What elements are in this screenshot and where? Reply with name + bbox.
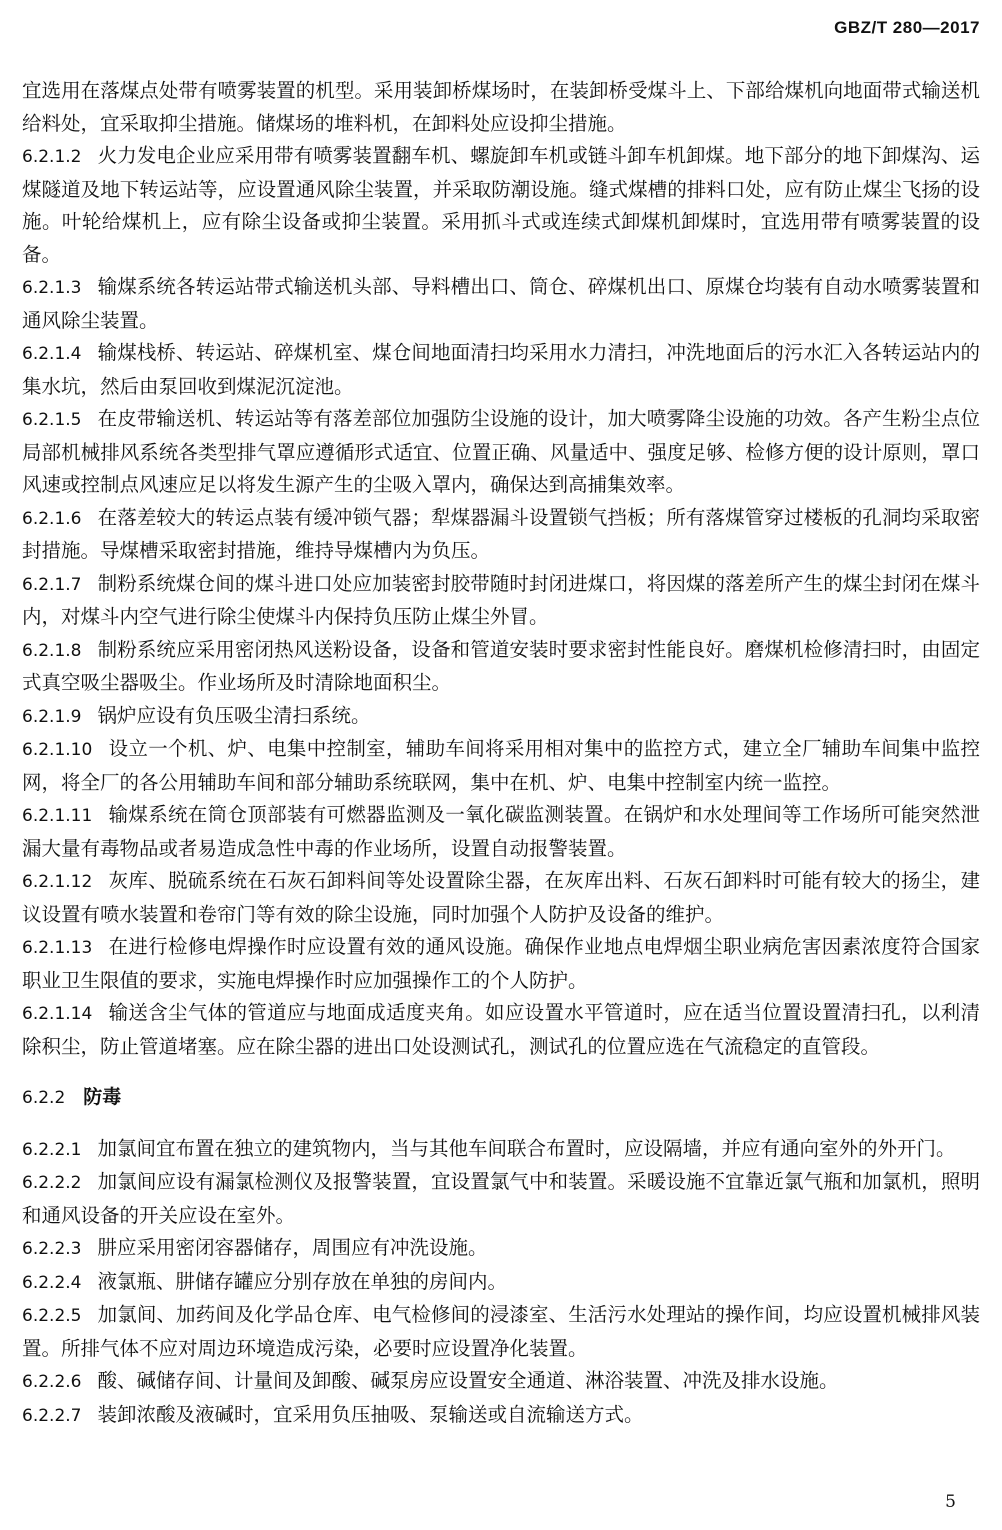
clause-paragraph [22, 799, 980, 865]
clause-text: 液氯瓶、肼储存罐应分别存放在单独的房间内。 [97, 1269, 507, 1293]
clause-paragraph [22, 1166, 980, 1232]
intro-paragraph: 宜选用在落煤点处带有喷雾装置的机型。采用装卸桥煤场时，在装卸桥受煤斗上、下部给煤机向地面带式输送机给料处，宜采取抑尘措施。储煤场的堆料机，在卸料处应设抑尘措施。 [22, 79, 980, 135]
clause-number: 6.2.1.6 [22, 508, 82, 529]
clause-text: 设立一个机、炉、电集中控制室，辅助车间将采用相对集中的监控方式，建立全厂辅助车间集中监控网，将全厂的各公用辅助车间和部分辅助系统联网，集中在机、炉、电集中控制室内统一监控。 [22, 737, 980, 794]
clause-text: 火力发电企业应采用带有喷雾装置翻车机、螺旋卸车机或链斗卸车机卸煤。地下部分的地下卸煤沟、运煤隧道及地下转运站等，应设置通风除尘装置，并采取防潮设施。缝式煤槽的排料口处，应有防止煤尘飞扬的设施。叶轮给煤机上，应有除尘设备或抑尘装置。采用抓斗式或连续式卸煤机卸煤时，宜选用带有喷雾装置的设备。 [22, 144, 980, 266]
clause-paragraph [22, 1365, 980, 1399]
clause-number: 6.2.2.4 [22, 1272, 82, 1293]
clause-text: 加氯间宜布置在独立的建筑物内，当与其他车间联合布置时，应设隔墙，并应有通向室外的外开门。 [97, 1136, 956, 1160]
clause-paragraph [22, 1133, 980, 1167]
clause-paragraph [22, 568, 980, 634]
clause-paragraph [22, 634, 980, 700]
clause-text: 锅炉应设有负压吸尘清扫系统。 [97, 703, 371, 727]
clause-number: 6.2.1.10 [22, 740, 93, 760]
clause-number: 6.2.1.4 [22, 344, 82, 364]
clause-number: 6.2.1.14 [22, 1004, 93, 1024]
clause-number: 6.2.1.12 [22, 872, 93, 892]
clause-text: 灰库、脱硫系统在石灰石卸料间等处设置除尘器，在灰库出料、石灰石卸料时可能有较大的扬尘，建议设置有喷水装置和卷帘门等有效的除尘设施，同时加强个人防护及设备的维护。 [22, 869, 980, 926]
section-number: 6.2.2 [22, 1088, 66, 1108]
clause-paragraph [22, 700, 980, 734]
clause-text: 输送含尘气体的管道应与地面成适度夹角。如应设置水平管道时，应在适当位置设置清扫孔，以利清除积尘，防止管道堵塞。应在除尘器的进出口处设测试孔，测试孔的位置应选在气流稳定的直管段。 [22, 1001, 980, 1058]
clause-paragraph [22, 140, 980, 271]
clause-number: 6.2.2.6 [22, 1372, 82, 1392]
clause-text: 在落差较大的转运点装有缓冲锁气器；犁煤器漏斗设置锁气挡板；所有落煤管穿过楼板的孔洞均采取密封措施。导煤槽采取密封措施，维持导煤槽内为负压。 [22, 505, 980, 562]
section-heading [22, 1081, 980, 1115]
clause-paragraph [22, 931, 980, 997]
clause-number: 6.2.1.13 [22, 938, 93, 958]
clause-text: 酸、碱储存间、计量间及卸酸、碱泵房应设置安全通道、淋浴装置、冲洗及排水设施。 [97, 1369, 839, 1392]
clause-text: 装卸浓酸及液碱时，宜采用负压抽吸、泵输送或自流输送方式。 [97, 1402, 644, 1426]
clause-number: 6.2.2.7 [22, 1405, 82, 1426]
clause-text: 制粉系统煤仓间的煤斗进口处应加装密封胶带随时封闭进煤口，将因煤的落差所产生的煤尘封闭在煤斗内，对煤斗内空气进行除尘使煤斗内保持负压防止煤尘外冒。 [22, 571, 980, 628]
clause-paragraph [22, 733, 980, 799]
clause-text: 加氯间应设有漏氯检测仪及报警装置，宜设置氯气中和装置。采暖设施不宜靠近氯气瓶和加氯机，照明和通风设备的开关应设在室外。 [22, 1170, 980, 1227]
clause-text: 加氯间、加药间及化学品仓库、电气检修间的浸漆室、生活污水处理站的操作间，均应设置机械排风装置。所排气体不应对周边环境造成污染，必要时应设置净化装置。 [22, 1303, 980, 1360]
clause-paragraph [22, 997, 980, 1063]
clause-text: 输煤栈桥、转运站、碎煤机室、煤仓间地面清扫均采用水力清扫，冲洗地面后的污水汇入各转运站内的集水坑，然后由泵回收到煤泥沉淀池。 [22, 341, 980, 398]
clause-number: 6.2.1.9 [22, 706, 82, 727]
clause-paragraph [22, 1232, 980, 1266]
document-body [22, 75, 980, 1432]
clause-text: 制粉系统应采用密闭热风送粉设备，设备和管道安装时要求密封性能良好。磨煤机检修清扫时，由固定式真空吸尘器吸尘。作业场所及时清除地面积尘。 [22, 637, 980, 694]
page-number: 5 [945, 1492, 956, 1512]
clause-paragraph [22, 1399, 980, 1433]
clause-text: 肼应采用密闭容器储存，周围应有冲洗设施。 [97, 1236, 488, 1259]
clause-number: 6.2.1.3 [22, 278, 82, 298]
clause-number: 6.2.1.5 [22, 410, 82, 430]
clause-number: 6.2.1.11 [22, 806, 93, 826]
clause-number: 6.2.1.8 [22, 640, 82, 661]
clause-text: 输煤系统各转运站带式输送机头部、导料槽出口、筒仓、碎煤机出口、原煤仓均装有自动水喷雾装置和通风除尘装置。 [22, 275, 980, 332]
clause-number: 6.2.2.1 [22, 1139, 82, 1160]
clause-number: 6.2.2.2 [22, 1173, 82, 1193]
clause-number: 6.2.1.2 [22, 147, 82, 167]
clause-paragraph [22, 271, 980, 337]
clause-paragraph [22, 337, 980, 403]
clause-text: 输煤系统在筒仓顶部装有可燃器监测及一氧化碳监测装置。在锅炉和水处理间等工作场所可能突然泄漏大量有毒物品或者易造成急性中毒的作业场所，设置自动报警装置。 [22, 803, 980, 860]
clause-list-dust [22, 140, 980, 1063]
clause-number: 6.2.2.3 [22, 1239, 82, 1259]
clause-paragraph [22, 1299, 980, 1365]
clause-number: 6.2.1.7 [22, 574, 82, 595]
clause-paragraph [22, 1266, 980, 1300]
clause-paragraph [22, 403, 980, 502]
section-title: 防毒 [83, 1086, 122, 1108]
document-code: GBZ/T 280—2017 [834, 18, 980, 37]
clause-paragraph [22, 502, 980, 568]
clause-number: 6.2.2.5 [22, 1306, 82, 1326]
clause-list-antitoxic [22, 1133, 980, 1433]
clause-paragraph [22, 865, 980, 931]
clause-text: 在皮带输送机、转运站等有落差部位加强防尘设施的设计，加大喷雾降尘设施的功效。各产生粉尘点位局部机械排风系统各类型排气罩应遵循形式适宜、位置正确、风量适中、强度足够、检修方便的设计原则，罩口风速或控制点风速应足以将发生源产生的尘吸入罩内，确保达到高捕集效率。 [22, 407, 980, 496]
clause-text: 在进行检修电焊操作时应设置有效的通风设施。确保作业地点电焊烟尘职业病危害因素浓度符合国家职业卫生限值的要求，实施电焊操作时应加强操作工的个人防护。 [22, 935, 980, 992]
